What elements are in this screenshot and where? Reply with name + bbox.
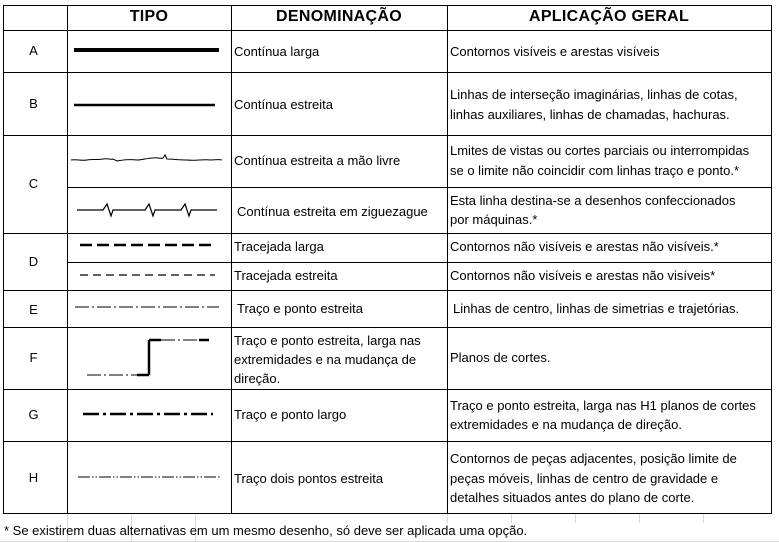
line-name: Tracejada larga xyxy=(234,239,324,254)
line-sample-continua-estreita xyxy=(67,100,231,110)
row-letter: G xyxy=(28,407,39,422)
line-application: extremidades e na mudança de direção. xyxy=(450,417,682,432)
row-letter: F xyxy=(29,350,38,365)
row-letter: A xyxy=(29,43,38,58)
line-sample-plano-de-corte xyxy=(67,330,231,385)
line-sample-traco-ponto-estreita xyxy=(67,302,231,312)
line-name: Traço e ponto estreita xyxy=(237,301,363,316)
line-application: linhas auxiliares, linhas de chamadas, hachuras. xyxy=(450,107,730,122)
line-application: peças móveis, linhas de centro de gravidade e xyxy=(450,471,719,486)
line-name: Traço e ponto largo xyxy=(234,407,347,422)
row-letter: H xyxy=(28,470,39,485)
line-name: Traço e ponto estreita, larga nas xyxy=(234,333,421,348)
line-sample-mao-livre xyxy=(67,150,231,170)
line-application: por máquinas.* xyxy=(450,212,538,227)
line-sample-tracejada-larga xyxy=(67,240,231,250)
line-name: Tracejada estreita xyxy=(234,268,338,283)
line-application: Linhas de centro, linhas de simetrias e trajetórias. xyxy=(453,301,740,316)
line-application: Esta linha destina-se a desenhos confeccionados xyxy=(450,193,736,208)
line-sample-ziguezague xyxy=(67,200,231,220)
line-application: Contornos visíveis e arestas visíveis xyxy=(450,44,660,59)
line-application: Linhas de interseção imaginárias, linhas de cotas, xyxy=(450,87,738,102)
header-aplicacao: APLICAÇÃO GERAL xyxy=(528,8,690,25)
line-application: Planos de cortes. xyxy=(450,350,551,365)
header-tipo: TIPO xyxy=(129,8,169,25)
row-letter: D xyxy=(28,254,39,269)
line-application: Traço e ponto estreita, larga nas H1 planos de cortes xyxy=(450,398,756,413)
line-sample-tracejada-estreita xyxy=(67,270,231,280)
line-application: Lmites de vistas ou cortes parciais ou interrompidas xyxy=(450,143,750,158)
line-application: Contornos não visíveis e arestas não visíveis.* xyxy=(450,239,719,254)
row-letter: B xyxy=(29,96,38,111)
line-name: Traço dois pontos estreita xyxy=(234,471,384,486)
line-name: Contínua estreita a mão livre xyxy=(234,153,401,168)
line-name: extremidades e na mudança de xyxy=(234,352,417,367)
line-sample-continua-larga xyxy=(67,45,231,55)
line-application: se o limite não coincidir com linhas traço e ponto.* xyxy=(450,163,740,178)
row-letter: E xyxy=(29,302,38,317)
line-sample-traco-ponto-largo xyxy=(67,409,231,419)
row-letter: C xyxy=(28,176,39,191)
line-name: direção. xyxy=(234,371,281,386)
footnote: * Se existirem duas alternativas em um mesmo desenho, só deve ser aplicada uma opção. xyxy=(4,523,528,538)
header-denominacao: DENOMINAÇÃO xyxy=(276,8,402,25)
line-application: Contornos não visíveis e arestas não visíveis* xyxy=(450,268,716,283)
line-sample-traco-dois-pontos xyxy=(67,472,231,482)
line-name: Contínua estreita xyxy=(234,97,334,112)
line-application: Contornos de peças adjacentes, posição limite de xyxy=(450,451,737,466)
line-application: detalhes situados antes do plano de corte. xyxy=(450,490,695,505)
line-name: Contínua estreita em ziguezague xyxy=(237,204,428,219)
line-name: Contínua larga xyxy=(234,44,320,59)
